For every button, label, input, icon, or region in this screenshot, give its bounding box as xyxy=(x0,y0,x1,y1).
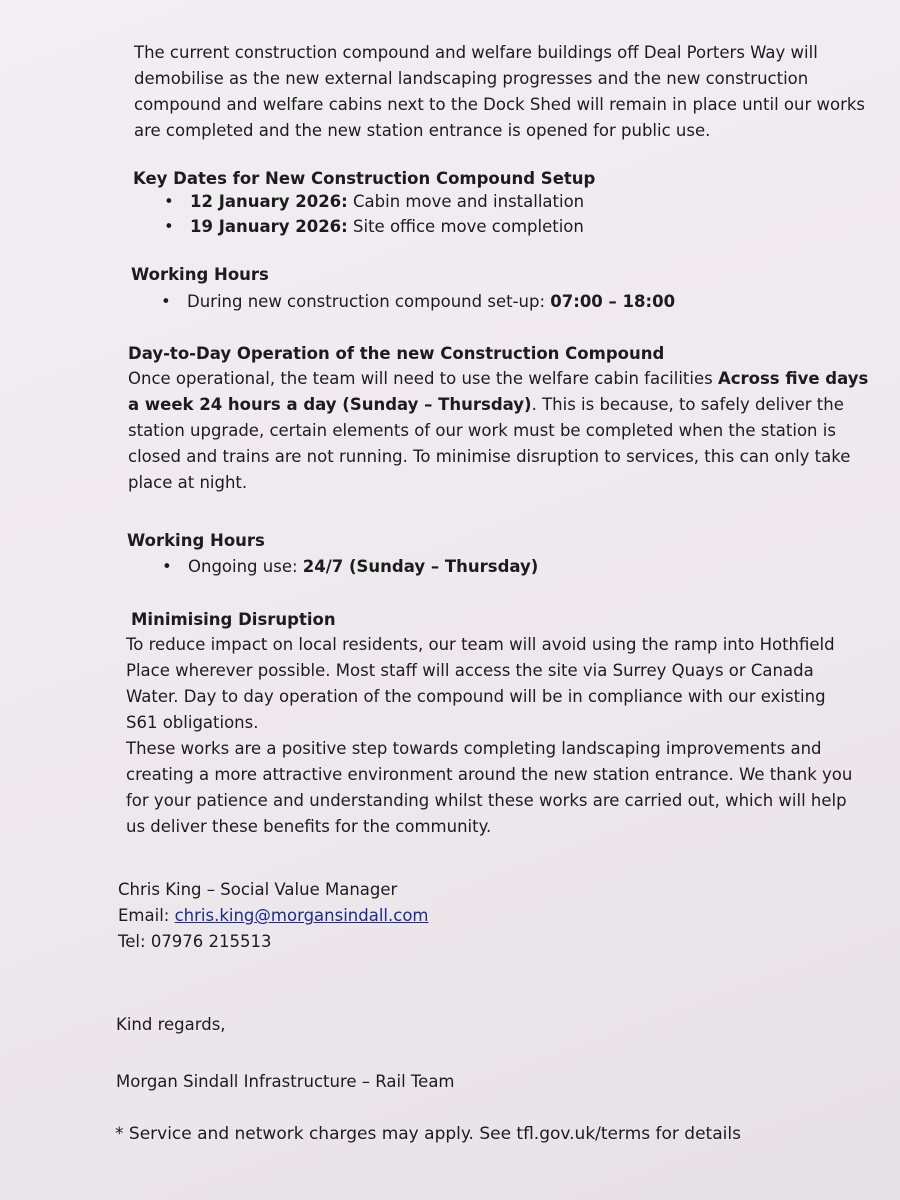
footnote: * Service and network charges may apply. See tfl.gov.uk/terms for details xyxy=(115,1124,741,1144)
bullet-icon: • xyxy=(162,557,172,576)
email-link[interactable]: chris.king@morgansindall.com xyxy=(174,906,429,925)
disruption-line: creating a more attractive environment around the new station entrance. We thank you xyxy=(126,765,853,784)
disruption-paragraph xyxy=(126,632,852,840)
disruption-line: Water. Day to day operation of the compound will be in compliance with our existing xyxy=(126,687,826,706)
list-item xyxy=(162,555,539,579)
email-label: Email: xyxy=(118,906,175,925)
hours-value: 24/7 (Sunday – Thursday) xyxy=(302,557,539,576)
intro-line: demobilise as the new external landscaping progresses and the new construction xyxy=(134,69,809,88)
hours-label: During new construction compound set-up: xyxy=(187,292,551,311)
contact-email-line xyxy=(118,903,428,929)
list-item xyxy=(161,290,676,314)
contact-name: Chris King – Social Value Manager xyxy=(118,880,398,899)
operation-text: Once operational, the team will need to use the welfare cabin facilities xyxy=(128,369,718,388)
operation-paragraph xyxy=(128,366,868,496)
disruption-line: for your patience and understanding whilst these works are carried out, which will help xyxy=(126,791,847,810)
hours-value: 07:00 – 18:00 xyxy=(550,292,676,311)
key-date-text: Site office move completion xyxy=(353,217,584,236)
team-name: Morgan Sindall Infrastructure – Rail Team xyxy=(116,1072,455,1091)
disruption-line: us deliver these benefits for the community. xyxy=(126,817,492,836)
working-hours-heading: Working Hours xyxy=(131,265,269,284)
bullet-icon: • xyxy=(161,292,171,311)
key-date: 19 January 2026: xyxy=(190,217,348,236)
intro-line: The current construction compound and welfare buildings off Deal Porters Way will xyxy=(134,43,818,62)
disruption-heading: Minimising Disruption xyxy=(131,610,336,629)
disruption-line: To reduce impact on local residents, our team will avoid using the ramp into Hothfield xyxy=(126,635,835,654)
operation-heading: Day-to-Day Operation of the new Construction Compound xyxy=(128,344,665,363)
hours-label: Ongoing use: xyxy=(188,557,303,576)
key-date-text: Cabin move and installation xyxy=(353,192,585,211)
operation-line: place at night. xyxy=(128,473,248,492)
operation-line xyxy=(128,366,868,392)
contact-tel: Tel: 07976 215513 xyxy=(118,932,272,951)
bullet-icon: • xyxy=(164,192,174,211)
operation-emphasis: a week 24 hours a day (Sunday – Thursday) xyxy=(128,395,532,414)
intro-line: are completed and the new station entrance is opened for public use. xyxy=(134,121,711,140)
operation-text: . This is because, to safely deliver the xyxy=(531,395,844,414)
operation-line: closed and trains are not running. To minimise disruption to services, this can only take xyxy=(128,447,851,466)
intro-paragraph xyxy=(134,40,865,144)
disruption-line: Place wherever possible. Most staff will access the site via Surrey Quays or Canada xyxy=(126,661,814,680)
key-dates-heading: Key Dates for New Construction Compound Setup xyxy=(133,169,596,188)
bullet-icon: • xyxy=(164,217,174,236)
working-hours-heading: Working Hours xyxy=(127,531,265,550)
key-date: 12 January 2026: xyxy=(190,192,348,211)
intro-line: compound and welfare cabins next to the Dock Shed will remain in place until our works xyxy=(134,95,866,114)
operation-line xyxy=(128,392,868,418)
contact-block xyxy=(118,877,428,955)
operation-line: station upgrade, certain elements of our work must be completed when the station is xyxy=(128,421,836,440)
operation-emphasis: Across five days xyxy=(717,369,869,388)
list-item xyxy=(164,190,585,214)
disruption-line: S61 obligations. xyxy=(126,713,259,732)
list-item xyxy=(164,215,584,239)
disruption-line: These works are a positive step towards completing landscaping improvements and xyxy=(126,739,822,758)
regards: Kind regards, xyxy=(116,1015,226,1034)
